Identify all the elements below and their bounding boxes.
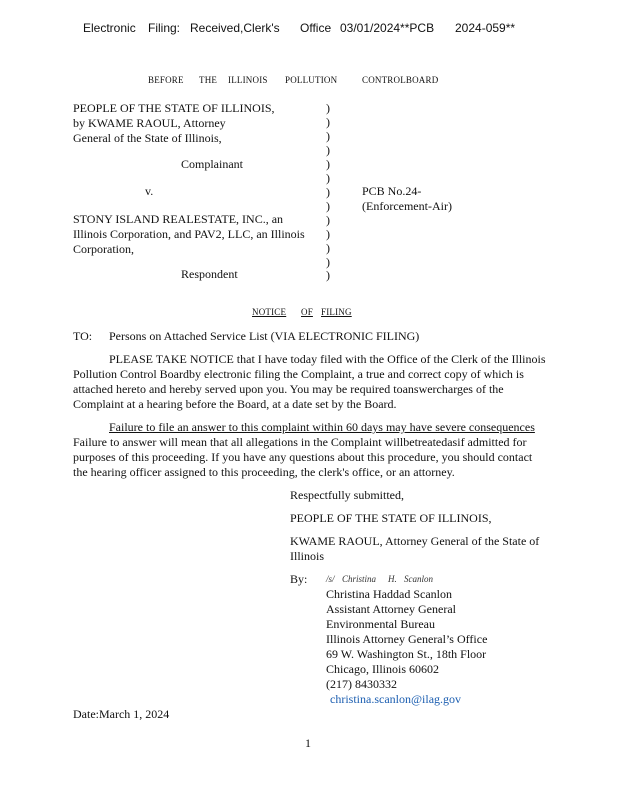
defendant-line: Illinois Corporation, and PAV2, LLC, an Illinois (73, 227, 305, 241)
paragraph-line: the hearing officer assigned to this proceeding, the clerk's office, or an attorney. (73, 465, 455, 479)
plaintiff-line: PEOPLE OF THE STATE OF ILLINOIS, (73, 101, 275, 115)
board-title-word: ILLINOIS (228, 75, 268, 85)
paragraph-line: PLEASE TAKE NOTICE that I have today filed with the Office of the Clerk of the Illinois (109, 352, 546, 366)
header-received: Received,Clerk's (190, 21, 280, 35)
closing: Respectfully submitted, (290, 488, 404, 502)
notice-title-word: FILING (321, 307, 352, 317)
e-signature: Scanlon (404, 574, 433, 584)
paren: ) (326, 227, 330, 241)
ag-line: Illinois (290, 549, 325, 563)
board-title-word: CONTROLBOARD (362, 75, 439, 85)
defendant-line: STONY ISLAND REALESTATE, INC., an (73, 212, 284, 226)
paren: ) (326, 241, 330, 255)
paren: ) (326, 171, 330, 185)
ag-line: KWAME RAOUL, Attorney General of the State of (290, 534, 540, 548)
paragraph-line: attached hereto and hereby served upon you. You may be required toanswercharges of the (73, 382, 504, 396)
paren: ) (326, 129, 330, 143)
defendant-line: Corporation, (73, 242, 134, 256)
page-number: 1 (305, 736, 311, 750)
paren: ) (326, 115, 330, 129)
e-signature: H. (388, 574, 397, 584)
plaintiff-line: General of the State of Illinois, (73, 131, 222, 145)
paragraph-line: Failure to answer will mean that all allegations in the Complaint willbetreatedasif admitted for (73, 435, 527, 449)
header-office: Office (300, 21, 332, 35)
paren: ) (326, 255, 330, 269)
date-line: Date:March 1, 2024 (73, 707, 170, 721)
paragraph-line: purposes of this proceeding. If you have any questions about this procedure, you should contact (73, 450, 533, 464)
signer-line: 69 W. Washington St., 18th Floor (326, 647, 487, 661)
paren: ) (326, 199, 330, 213)
board-title-word: BEFORE (148, 75, 184, 85)
plaintiff-line: by KWAME RAOUL, Attorney (73, 116, 226, 130)
paragraph-line: Pollution Control Boardby electronic filing the Complaint, a true and correct copy of which is (73, 367, 524, 381)
signer-line: Chicago, Illinois 60602 (326, 662, 439, 676)
board-title-word: POLLUTION (285, 75, 338, 85)
service-list-text: Persons on Attached Service List (VIA ELECTRONIC FILING) (109, 329, 420, 343)
case-number: PCB No.24- (362, 184, 422, 198)
paragraph-line: Complaint at a hearing before the Board, at a date set by the Board. (73, 397, 397, 411)
board-title-word: THE (199, 75, 218, 85)
paren: ) (326, 157, 330, 171)
paren: ) (326, 213, 330, 227)
warning-underlined: Failure to file an answer to this complaint within 60 days may have severe consequences (109, 420, 535, 434)
header-filing: Filing: (148, 21, 181, 35)
party-name: PEOPLE OF THE STATE OF ILLINOIS, (290, 511, 492, 525)
signer-line: Assistant Attorney General (326, 602, 456, 616)
signer-line: Environmental Bureau (326, 617, 435, 631)
paren: ) (326, 143, 330, 157)
e-signature: /s/ (326, 574, 335, 584)
signer-line: Illinois Attorney General’s Office (326, 632, 488, 646)
case-type: (Enforcement-Air) (362, 199, 452, 213)
notice-title-word: NOTICE (252, 307, 287, 317)
notice-title-word: OF (301, 307, 313, 317)
paren: ) (326, 268, 330, 282)
versus-label: v. (145, 184, 154, 198)
signer-line: (217) 8430332 (326, 677, 397, 691)
email-link[interactable]: christina.scanlon@ilag.gov (330, 692, 462, 706)
signer-line: Christina Haddad Scanlon (326, 587, 452, 601)
header-electronic: Electronic (83, 21, 136, 35)
complainant-label: Complainant (181, 157, 243, 171)
by-label: By: (290, 572, 308, 586)
header-date: 03/01/2024**PCB (340, 21, 435, 35)
respondent-label: Respondent (181, 267, 238, 281)
paren: ) (326, 101, 330, 115)
to-label: TO: (73, 329, 93, 343)
e-signature: Christina (342, 574, 377, 584)
header-number: 2024-059** (455, 21, 516, 35)
paren: ) (326, 185, 330, 199)
